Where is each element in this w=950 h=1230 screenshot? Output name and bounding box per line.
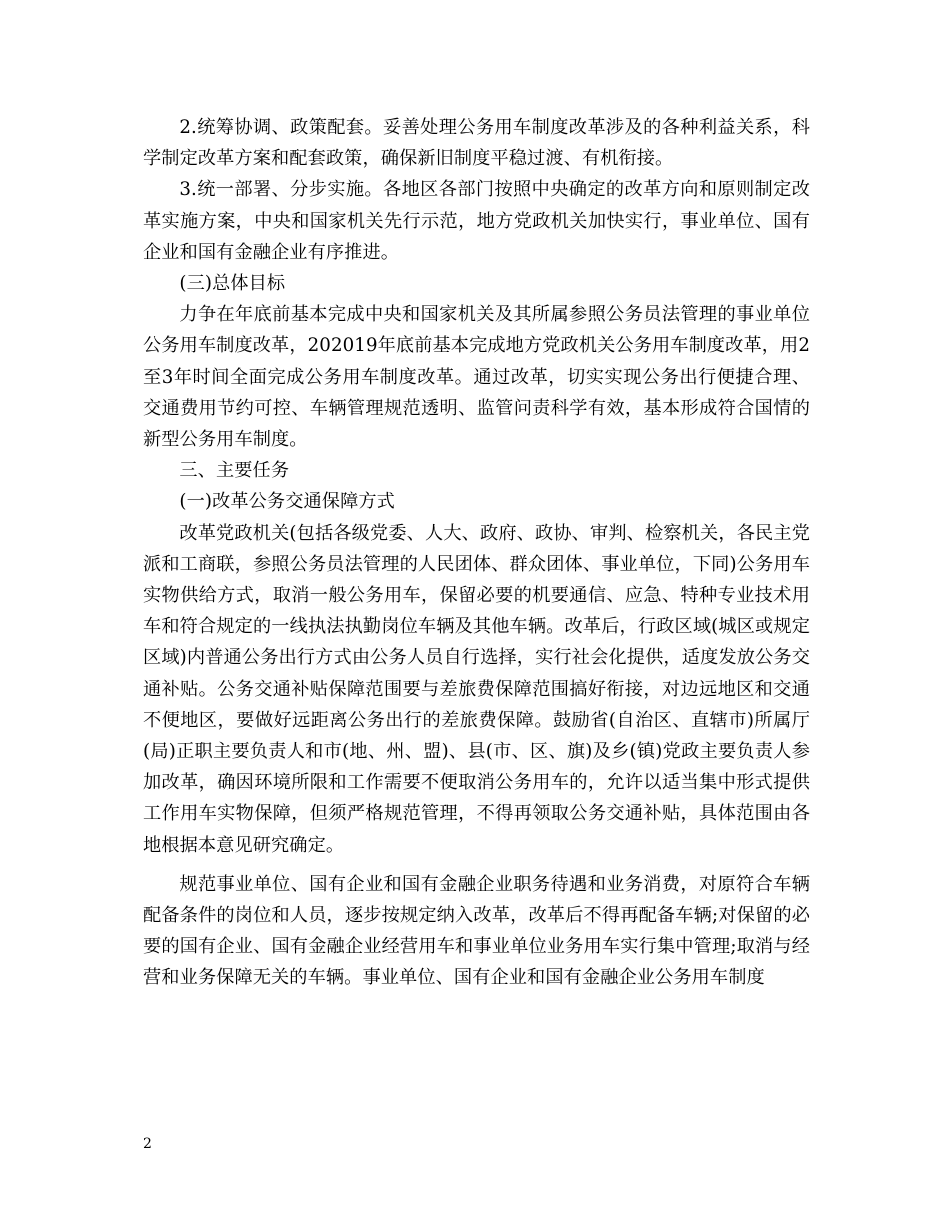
- section-heading-main-tasks: 三、主要任务: [179, 460, 290, 482]
- subsection-heading-transport-reform: (一)改革公务交通保障方式: [179, 491, 395, 513]
- paragraph-principle-2: 2.统筹协调、政策配套。妥善处理公务用车制度改革涉及的各种利益关系，科学制定改革方案和配套政策，确保新旧制度平稳过渡、有机衔接。: [143, 117, 810, 170]
- paragraph-enterprise-vehicles: 规范事业单位、国有企业和国有金融企业职务待遇和业务消费，对原符合车辆配备条件的岗位和人员，逐步按规定纳入改革，改革后不得再配备车辆;对保留的必要的国有企业、国有金融企业经营用车和事业单位业务用车实行集中管理;取消与经营和业务保障无关的车辆。事业单位、国有企业和国有金融企业公务用车制度: [143, 873, 810, 989]
- document-body: [143, 112, 810, 994]
- paragraph-principle-3: 3.统一部署、分步实施。各地区各部门按照中央确定的改革方向和原则制定改革实施方案，中央和国家机关先行示范，地方党政机关加快实行，事业单位、国有企业和国有金融企业有序推进。: [143, 179, 810, 263]
- paragraph-transport-reform: 改革党政机关(包括各级党委、人大、政府、政协、审判、检察机关，各民主党派和工商联，参照公务员法管理的人民团体、群众团体、事业单位，下同)公务用车实物供给方式，取消一般公务用车，保留必要的机要通信、应急、特种专业技术用车和符合规定的一线执法执勤岗位车辆及其他车辆。改革后，行政区域(城区或规定区域)内普通公务出行方式由公务人员自行选择，实行社会化提供，适度发放公务交通补贴。公务交通补贴保障范围要与差旅费保障范围搞好衔接，对边远地区和交通不便地区，要做好远距离公务出行的差旅费保障。鼓励省(自治区、直辖市)所属厅(局)正职主要负责人和市(地、州、盟)、县(市、区、旗)及乡(镇)党政主要负责人参加改革，确因环境所限和工作需要不便取消公务用车的，允许以适当集中形式提供工作用车实物保障，但须严格规范管理，不得再领取公务交通补贴，具体范围由各地根据本意见研究确定。: [143, 522, 810, 856]
- section-heading-overall-goal: (三)总体目标: [179, 273, 286, 295]
- page-number: 2: [143, 1136, 152, 1152]
- paragraph-overall-goal: 力争在年底前基本完成中央和国家机关及其所属参照公务员法管理的事业单位公务用车制度改革，202019年底前基本完成地方党政机关公务用车制度改革，用2至3年时间全面完成公务用车制度改革。通过改革，切实实现公务出行便捷合理、交通费用节约可控、车辆管理规范透明、监管问责科学有效，基本形成符合国情的新型公务用车制度。: [143, 304, 810, 451]
